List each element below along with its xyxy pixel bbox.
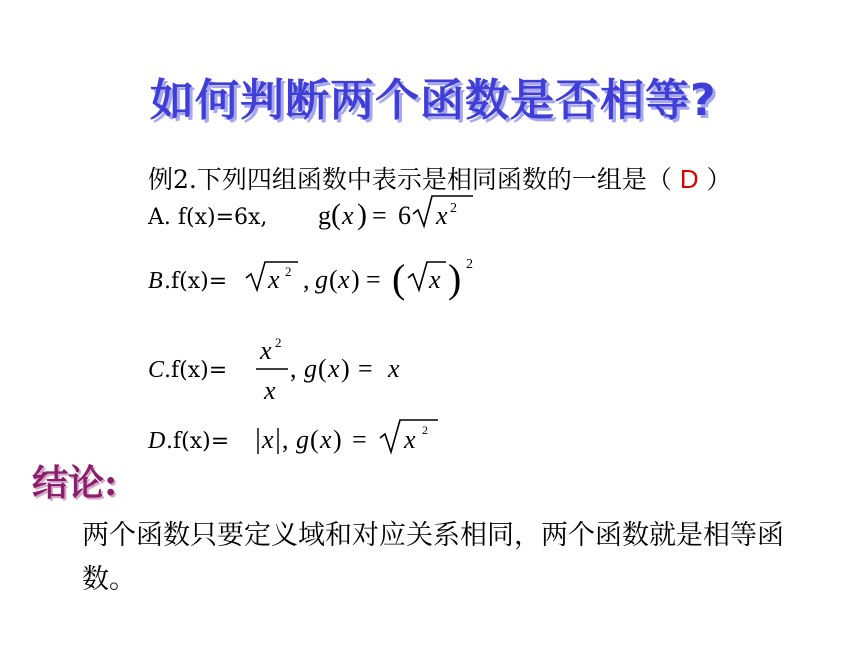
svg-text:x: x xyxy=(342,201,354,230)
svg-text:D: D xyxy=(148,428,166,454)
option-b xyxy=(148,252,488,301)
svg-text:A. f(x)=6x,: A. f(x)=6x, xyxy=(148,205,268,230)
svg-text:.f(x)=: .f(x)= xyxy=(164,358,228,383)
question-prefix: 例2.下列四组函数中表示是相同函数的一组是（ xyxy=(148,165,672,194)
conclusion-heading: 结论: xyxy=(32,462,118,504)
svg-text:,: , xyxy=(303,265,310,294)
svg-text:2: 2 xyxy=(275,335,282,350)
svg-text:.f(x)=: .f(x)= xyxy=(166,429,230,454)
svg-text:2: 2 xyxy=(285,264,292,279)
option-d xyxy=(148,410,488,456)
svg-text:(: ( xyxy=(310,425,319,454)
svg-text:g: g xyxy=(315,265,328,294)
answer-letter: D xyxy=(679,164,699,194)
svg-text:x: x xyxy=(268,265,280,294)
svg-text:(: ( xyxy=(392,256,406,301)
svg-text:=: = xyxy=(352,425,367,454)
question-suffix: ） xyxy=(706,165,732,194)
svg-text:g: g xyxy=(304,354,317,383)
svg-text:B: B xyxy=(148,268,163,294)
svg-text:x: x xyxy=(436,201,448,230)
svg-text:.f(x)=: .f(x)= xyxy=(164,269,228,294)
svg-text:=: = xyxy=(372,201,387,230)
svg-text:x: x xyxy=(320,425,332,454)
svg-text:): ) xyxy=(333,425,342,454)
svg-text:2: 2 xyxy=(466,257,473,272)
svg-text:): ) xyxy=(341,354,350,383)
svg-text:): ) xyxy=(351,265,360,294)
svg-text:x: x xyxy=(388,354,400,383)
conclusion-text: 两个函数只要定义域和对应关系相同，两个函数就是相等函数。 xyxy=(82,520,784,595)
option-c-formula xyxy=(148,335,488,405)
svg-text:C: C xyxy=(148,357,165,383)
svg-text:,: , xyxy=(290,354,297,383)
svg-text:(: ( xyxy=(318,354,327,383)
svg-text:2: 2 xyxy=(450,201,457,216)
svg-text:=: = xyxy=(366,265,381,294)
option-c xyxy=(148,335,488,405)
page-title: 如何判断两个函数是否相等? xyxy=(150,75,717,126)
svg-text:g: g xyxy=(296,425,309,454)
svg-text:6: 6 xyxy=(398,201,411,230)
svg-text:(: ( xyxy=(329,265,338,294)
option-a-formula xyxy=(148,188,488,238)
svg-text:x: x xyxy=(260,336,272,365)
option-d-formula xyxy=(148,410,488,460)
svg-text:x: x xyxy=(429,265,441,294)
svg-text:x: x xyxy=(328,354,340,383)
svg-text:x: x xyxy=(404,425,416,454)
svg-text:x: x xyxy=(264,376,276,405)
option-b-formula xyxy=(148,252,488,302)
svg-text:(: ( xyxy=(331,198,341,231)
svg-text:2: 2 xyxy=(422,423,428,437)
svg-text:,: , xyxy=(282,425,289,454)
svg-text:): ) xyxy=(357,198,367,231)
svg-text:): ) xyxy=(448,256,462,301)
svg-text:=: = xyxy=(358,354,373,383)
svg-text:g: g xyxy=(318,201,331,230)
option-a xyxy=(148,188,488,234)
svg-text:x: x xyxy=(262,425,274,454)
svg-text:x: x xyxy=(338,265,350,294)
